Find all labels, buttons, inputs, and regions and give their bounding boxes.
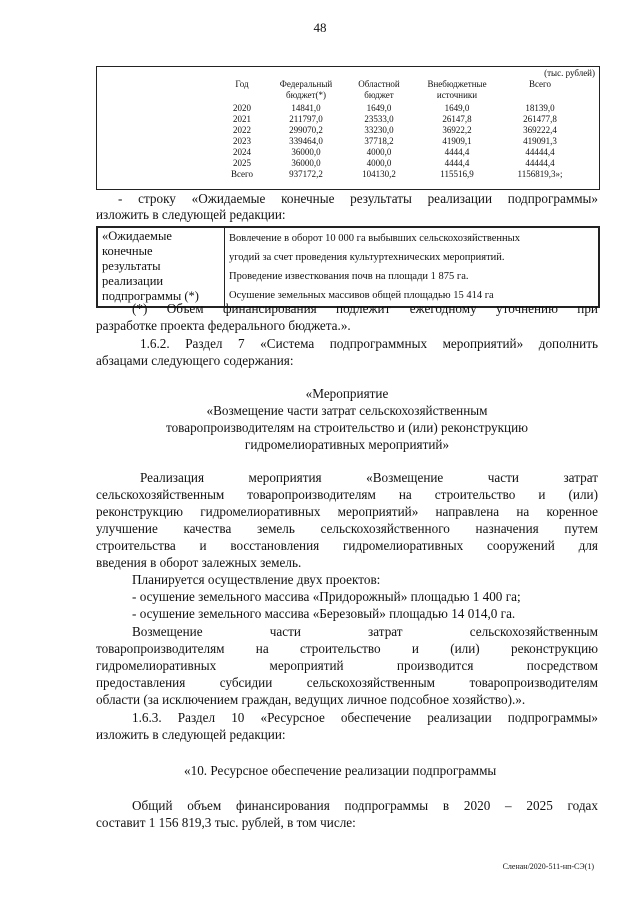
cell-federal: 299070,2 xyxy=(289,125,323,135)
cell-extra: 36922,2 xyxy=(442,125,472,135)
cell-total: 369222,4 xyxy=(523,125,557,135)
cell-year: Всего xyxy=(230,169,254,179)
results-item: угодий за счет проведения культуртехнических мероприятий. xyxy=(229,252,505,263)
section-163-line-2: изложить в следующей редакции: xyxy=(96,727,286,742)
para2-line: Возмещение части затрат сельскохозяйственным xyxy=(132,624,598,639)
cell-federal: 14841,0 xyxy=(291,103,321,113)
para2-line: предоставления субсидии сельскохозяйственным товаропроизводителям xyxy=(96,675,598,690)
note-line-1: (*) Объем финансирования подлежит ежегодному уточнению при xyxy=(132,301,598,316)
results-table xyxy=(96,226,600,308)
plan-line: Планируется осуществление двух проектов: xyxy=(132,572,381,587)
cell-federal: 36000,0 xyxy=(291,158,321,168)
cell-extra: 1649,0 xyxy=(444,103,470,113)
cell-regional: 4000,0 xyxy=(366,147,392,157)
cell-year: 2025 xyxy=(233,158,251,168)
cell-regional: 23533,0 xyxy=(364,114,394,124)
para1-line: улучшение качества земель сельскохозяйственного назначения путем xyxy=(96,521,598,536)
section-10-title: «10. Ресурсное обеспечение реализации подпрограммы xyxy=(184,763,497,778)
table-row xyxy=(217,136,579,147)
results-label-line: результаты xyxy=(102,259,161,273)
header-federal: Федеральный бюджет(*) xyxy=(279,79,333,100)
results-label-line: подпрограммы (*) xyxy=(102,289,199,303)
finance-unit: (тыс. рублей) xyxy=(544,68,595,78)
results-label-line: реализации xyxy=(102,274,164,288)
results-label-line: конечные xyxy=(102,244,153,258)
header-regional: Областной бюджет xyxy=(358,79,400,100)
cell-federal: 211797,0 xyxy=(289,114,323,124)
project-line-2: - осушение земельного массива «Березовый» площадью 14 014,0 га. xyxy=(132,606,516,621)
results-item: Осушение земельных массивов общей площадью 15 414 га xyxy=(229,290,494,301)
para2-line: гидромелиоративных мероприятий производится посредством xyxy=(96,658,598,673)
heading-line-1: «Мероприятие xyxy=(305,386,389,401)
cell-year: 2023 xyxy=(233,136,251,146)
cell-federal: 937172,2 xyxy=(289,169,323,179)
cell-total: 261477,8 xyxy=(523,114,557,124)
para1-line: сельскохозяйственным товаропроизводителям на строительство и (или) xyxy=(96,487,598,502)
finance-grid xyxy=(217,79,579,180)
para1-line: строительства и восстановления гидромелиоративных сооружений для xyxy=(96,538,598,553)
section-162-line-1: 1.6.2. Раздел 7 «Система подпрограммных мероприятий» дополнить xyxy=(140,336,598,351)
cell-year: 2021 xyxy=(233,114,251,124)
header-extra: Внебюджетные источники xyxy=(427,79,487,100)
cell-extra: 26147,8 xyxy=(442,114,472,124)
cell-total: 419091,3 xyxy=(523,136,557,146)
cell-regional: 104130,2 xyxy=(362,169,396,179)
heading-line-3: товаропроизводителям на строительство и (или) реконструкцию xyxy=(165,420,529,435)
section-162-line-2: абзацами следующего содержания: xyxy=(96,353,294,368)
results-items-cell xyxy=(225,228,599,307)
results-label-cell xyxy=(98,228,225,307)
cell-year: 2020 xyxy=(233,103,251,113)
results-item: Проведение известкования почв на площади 1 875 га. xyxy=(229,271,469,282)
para1-line: введения в оборот залежных земель. xyxy=(96,555,302,570)
section-163-line-1: 1.6.3. Раздел 10 «Ресурсное обеспечение реализации подпрограммы» xyxy=(132,710,598,725)
table-row xyxy=(217,114,579,125)
results-item: Вовлечение в оборот 10 000 га выбывших сельскохозяйственных xyxy=(229,233,520,244)
cell-regional: 1649,0 xyxy=(366,103,392,113)
cell-extra: 4444,4 xyxy=(444,158,470,168)
table-row-total xyxy=(217,169,579,180)
heading-line-2: «Возмещение части затрат сельскохозяйственным xyxy=(206,403,488,418)
cell-extra: 115516,9 xyxy=(440,169,474,179)
cell-regional: 33230,0 xyxy=(364,125,394,135)
results-line-1: - строку «Ожидаемые конечные результаты реализации подпрограммы» xyxy=(118,191,598,206)
cell-total: 1156819,3»; xyxy=(517,169,563,179)
cell-total: 44444,4 xyxy=(525,158,555,168)
finance-table xyxy=(96,66,600,190)
project-line-1: - осушение земельного массива «Придорожный» площадью 1 400 га; xyxy=(132,589,521,604)
para2-line: области (за исключением граждан, ведущих личное подсобное хозяйство).». xyxy=(96,692,526,707)
cell-regional: 37718,2 xyxy=(364,136,394,146)
cell-total: 18139,0 xyxy=(525,103,555,113)
table-row xyxy=(217,125,579,136)
cell-federal: 36000,0 xyxy=(291,147,321,157)
cell-total: 44444,4 xyxy=(525,147,555,157)
table-row xyxy=(217,158,579,169)
results-label-line: «Ожидаемые xyxy=(102,229,172,243)
cell-federal: 339464,0 xyxy=(289,136,323,146)
page-number: 48 xyxy=(313,20,327,35)
results-line-2: изложить в следующей редакции: xyxy=(96,207,286,222)
header-total: Всего xyxy=(528,79,552,89)
para2-line: товаропроизводителям на строительство и (или) реконструкцию xyxy=(96,641,598,656)
heading-line-4: гидромелиоративных мероприятий» xyxy=(244,437,450,452)
table-row xyxy=(217,103,579,114)
footer-code: Сленан/2020-511-нп-СЭ(1) xyxy=(502,862,594,871)
cell-extra: 4444,4 xyxy=(444,147,470,157)
para1-line: реконструкцию гидромелиоративных мероприятий» направлена на коренное xyxy=(96,504,598,519)
header-year: Год xyxy=(235,79,249,89)
finance-header-row xyxy=(217,79,579,103)
cell-extra: 41909,1 xyxy=(442,136,472,146)
para1-line: Реализация мероприятия «Возмещение части затрат xyxy=(140,470,598,485)
cell-regional: 4000,0 xyxy=(366,158,392,168)
cell-year: 2022 xyxy=(233,125,251,135)
table-row xyxy=(217,147,579,158)
cell-year: 2024 xyxy=(233,147,251,157)
total-line-1: Общий объем финансирования подпрограммы в 2020 – 2025 годах xyxy=(132,798,598,813)
total-line-2: составит 1 156 819,3 тыс. рублей, в том числе: xyxy=(96,815,356,830)
note-line-2: разработке проекта федерального бюджета.». xyxy=(96,318,351,333)
